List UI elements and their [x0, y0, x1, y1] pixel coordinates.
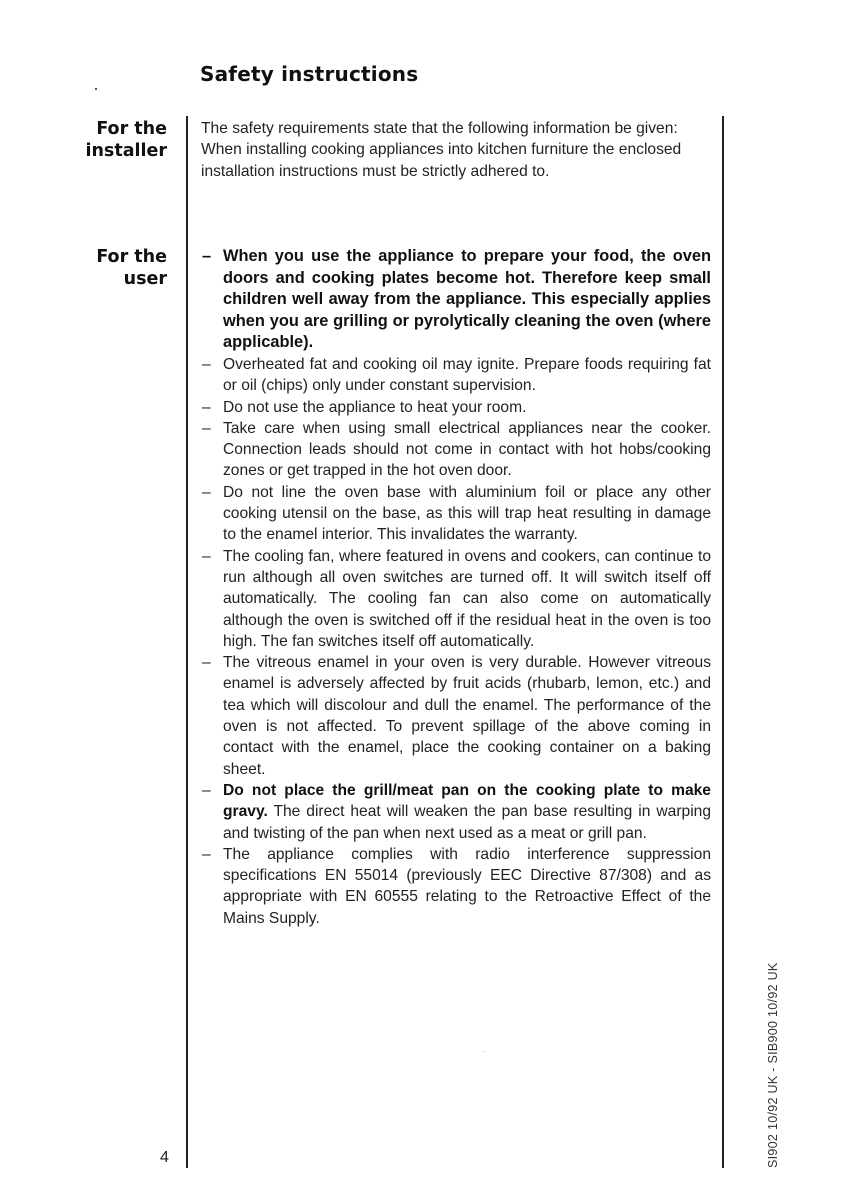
list-item-bold-text: When you use the appliance to prepare your food, the oven doors and cooking plates become hot. Therefore keep small children well away from the appliance. This especially applies when you are grilling or pyrolytically cleaning the oven (where applicable). [223, 247, 711, 352]
user-label-line1: For the [96, 247, 167, 267]
scan-speck [483, 1051, 484, 1052]
user-label [27, 246, 167, 290]
left-margin-rule [186, 116, 188, 1168]
page-title: Safety instructions [200, 62, 419, 86]
list-item [201, 844, 711, 929]
document-code: SI902 10/92 UK - SIB900 10/92 UK [766, 962, 780, 1168]
list-item-text: Do not use the appliance to heat your room. [223, 398, 527, 416]
list-item [201, 397, 711, 418]
list-item [201, 780, 711, 844]
installer-paragraph: The safety requirements state that the following information be given: [201, 120, 678, 137]
installer-label-line1: For the [96, 119, 167, 139]
list-item [201, 652, 711, 780]
list-item-text: Overheated fat and cooking oil may ignite. Prepare foods requiring fat or oil (chips) only under constant supervision. [223, 355, 711, 395]
user-safety-list [201, 246, 711, 929]
list-item-text: Do not line the oven base with aluminium foil or place any other cooking utensil on the base, as this will trap heat resulting in damage to the enamel interior. This invalidates the warranty. [223, 483, 711, 544]
page-number: 4 [160, 1149, 169, 1166]
list-item-text: The cooling fan, where featured in ovens and cookers, can continue to run although all oven switches are turned off. It will switch itself off automatically. The cooling fan can also come on automatically although the oven is switched off if the residual heat in the oven is too high. The fan switches itself off automatically. [223, 547, 711, 650]
installer-section [201, 118, 707, 182]
user-label-line2: user [123, 269, 167, 289]
installer-label [27, 118, 167, 162]
right-margin-rule [722, 116, 724, 1168]
installer-paragraph: When installing cooking appliances into kitchen furniture the enclosed installation instructions must be strictly adhered to. [201, 141, 682, 180]
list-item [201, 246, 711, 354]
list-item-text: The vitreous enamel in your oven is very durable. However vitreous enamel is adversely affected by fruit acids (rhubarb, lemon, etc.) and tea which will discolour and dull the enamel. The performance of the oven is not affected. To prevent spillage of the above coming in contact with the enamel, place the cooking container on a baking sheet. [223, 654, 711, 778]
list-item-bold-text: Do not place the grill/meat pan on the cooking plate to make gravy. [223, 781, 711, 821]
list-item [201, 418, 711, 482]
stray-dot [95, 88, 97, 90]
list-item-text: The direct heat will weaken the pan base resulting in warping and twisting of the pan when next used as a meat or grill pan. [223, 803, 711, 842]
list-item-text: Take care when using small electrical appliances near the cooker. Connection leads should not come in contact with hot hobs/cooking zones or get trapped in the hot oven door. [223, 419, 711, 480]
list-item [201, 354, 711, 397]
list-item-text: The appliance complies with radio interference suppression specifications EN 55014 (previously EEC Directive 87/308) and as appropriate with EN 60555 relating to the Retroactive Effect of the Mains Supply. [223, 845, 711, 927]
list-item [201, 546, 711, 652]
installer-label-line2: installer [85, 141, 167, 161]
list-item [201, 482, 711, 546]
